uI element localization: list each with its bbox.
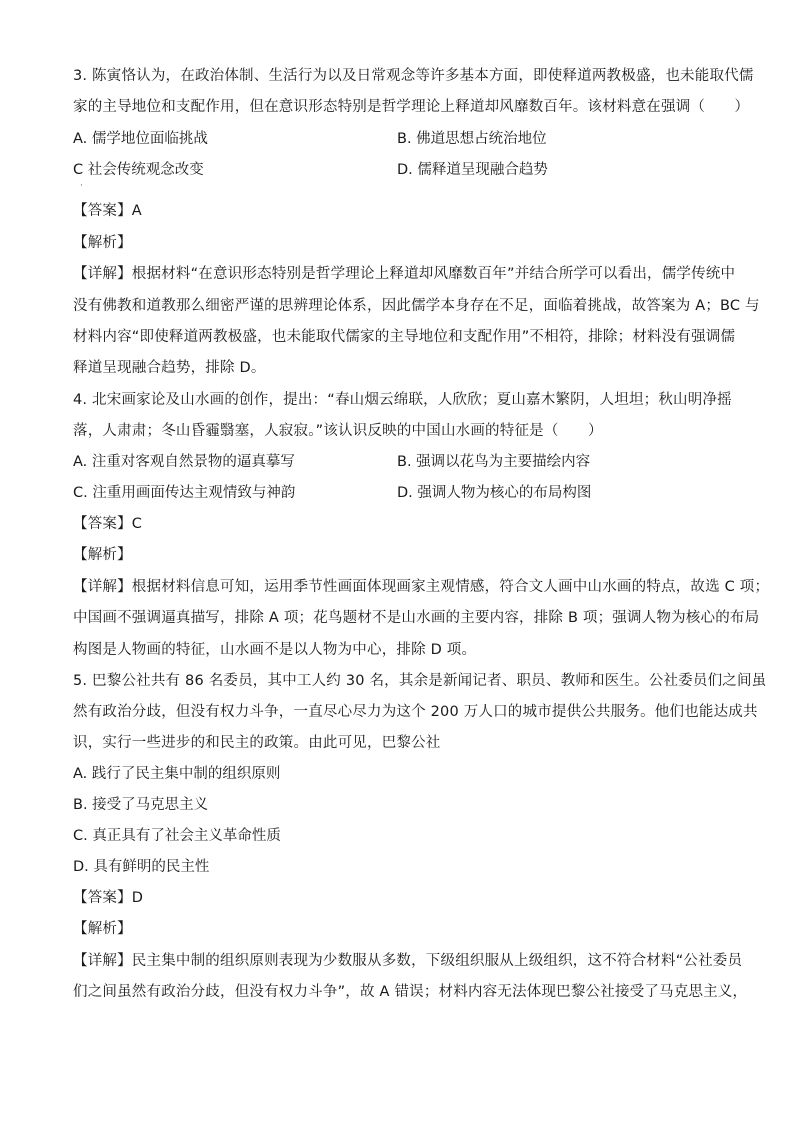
q3-stem-line-2: 家的主导地位和支配作用，但在意识形态特别是哲学理论上释道却风靡数百年。该材料意在强调（ ） (73, 99, 750, 115)
q5-analysis-heading: 【解析】 (73, 921, 132, 937)
q4-answer: 【答案】C (73, 516, 143, 532)
q3-option-b: B. 佛道思想占统治地位 (397, 131, 547, 147)
q4-analysis-heading: 【解析】 (73, 547, 132, 563)
q5-option-a: A. 践行了民主集中制的组织原则 (73, 766, 281, 782)
q3-option-d: D. 儒释道呈现融合趋势 (397, 162, 548, 178)
q3-detail-line-4: 释道呈现融合趋势，排除 D。 (73, 360, 266, 376)
q3-analysis-heading: 【解析】 (73, 235, 132, 251)
q4-option-c: C. 注重用画面传达主观情致与神韵 (73, 485, 296, 501)
q3-option-a: A. 儒学地位面临挑战 (73, 131, 208, 147)
q5-answer: 【答案】D (73, 890, 144, 906)
q5-stem-line-2: 然有政治分歧，但没有权力斗争，一直尽心尽力为这个 200 万人口的城市提供公共服务。他们也能达成共 (73, 704, 758, 720)
q3-detail-line-3: 材料内容“即使释道两教极盛，也未能取代儒家的主导地位和支配作用”不相符，排除；材料没有强调儒 (73, 329, 736, 345)
q4-detail-line-2: 中国画不强调逼真描写，排除 A 项；花鸟题材不是山水画的主要内容，排除 B 项；强调人物为核心的布局 (73, 610, 760, 626)
q4-stem-line-2: 落，人肃肃；冬山昏霾翳塞，人寂寂。”该认识反映的中国山水画的特征是（ ） (73, 423, 603, 439)
q5-stem-line-3: 识，实行一些进步的和民主的政策。由此可见，巴黎公社 (73, 735, 441, 751)
q4-detail-line-1: 【详解】根据材料信息可知，运用季节性画面体现画家主观情感，符合文人画中山水画的特点，故选 C 项； (73, 579, 770, 595)
q4-option-b: B. 强调以花鸟为主要描绘内容 (397, 454, 591, 470)
q4-detail-line-3: 构图是人物画的特征，山水画不是以人物为中心，排除 D 项。 (73, 642, 477, 658)
q3-detail-line-1: 【详解】根据材料“在意识形态特别是哲学理论上释道却风靡数百年”并结合所学可以看出，儒学传统中 (73, 266, 736, 282)
q5-option-b: B. 接受了马克思主义 (73, 797, 209, 813)
q3-answer: 【答案】A (73, 203, 142, 219)
q5-stem-line-1: 5. 巴黎公社共有 86 名委员，其中工人约 30 名，其余是新闻记者、职员、教师和医生。公社委员们之间虽 (73, 673, 767, 689)
q5-detail-line-1: 【详解】民主集中制的组织原则表现为少数服从多数，下级组织服从上级组织，这不符合材料“公社委员 (73, 953, 743, 969)
q3-detail-line-2: 没有佛教和道教那么细密严谨的思辨理论体系，因此儒学本身存在不足，面临着挑战，故答案为 A；BC 与 (73, 298, 760, 314)
q3-option-c: C 社会传统观念改变 (73, 162, 204, 178)
q5-detail-line-2: 们之间虽然有政治分歧，但没有权力斗争”，故 A 错误；材料内容无法体现巴黎公社接受了马克思主义， (73, 984, 748, 1000)
q5-option-d: D. 具有鲜明的民主性 (73, 859, 210, 875)
stray-dot-mark: · (80, 181, 83, 191)
q4-option-a: A. 注重对客观自然景物的逼真摹写 (73, 454, 295, 470)
q4-option-d: D. 强调人物为核心的布局构图 (397, 485, 592, 501)
q4-stem-line-1: 4. 北宋画家论及山水画的创作，提出：“春山烟云绵联，人欣欣；夏山嘉木繁阴，人坦坦；秋山明净摇 (73, 392, 732, 408)
q3-stem-line-1: 3. 陈寅恪认为，在政治体制、生活行为以及日常观念等许多基本方面，即使释道两教极盛，也未能取代儒 (73, 68, 754, 84)
q5-option-c: C. 真正具有了社会主义革命性质 (73, 828, 281, 844)
